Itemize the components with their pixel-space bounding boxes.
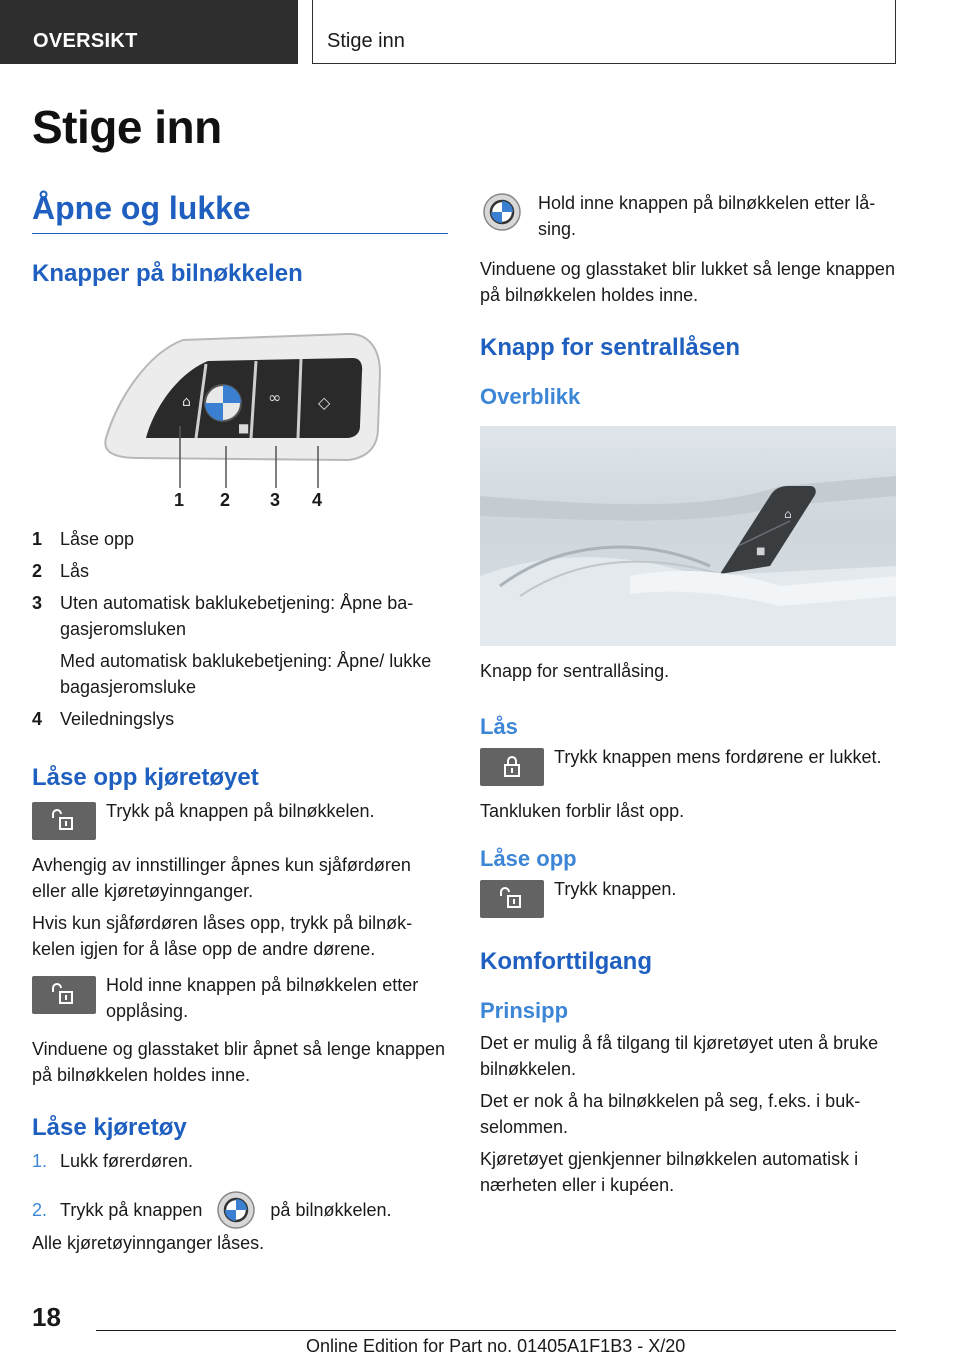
svg-text:∞: ∞ [268, 388, 282, 407]
legend-item [32, 526, 448, 552]
step-number: 2. [32, 1200, 48, 1220]
bmw-logo-icon [482, 192, 522, 232]
section-heading-open-close: Åpne og lukke [32, 190, 448, 234]
key-fob-figure [98, 328, 398, 518]
lock-steps [32, 1148, 448, 1230]
bmw-logo-icon [216, 1190, 256, 1230]
figure-label-1: 1 [174, 490, 185, 510]
unlock-icon [32, 976, 96, 1014]
legend-number: 1 [32, 529, 43, 549]
heading-central-lock-button: Knapp for sentrallåsen [480, 334, 741, 361]
legend-number: 3 [32, 593, 43, 613]
figure-label-4: 4 [312, 490, 323, 510]
legend-text: Lås [60, 561, 90, 581]
heading-principle: Prinsipp [480, 998, 569, 1023]
step-text: Trykk på knappen [60, 1200, 203, 1220]
footer-divider [96, 1330, 896, 1331]
header-chapter-tab [312, 0, 896, 64]
principle-paragraph-2: Det er nok å ha bilnøkkelen på seg, f.eks. i bukselommen. [480, 1091, 861, 1137]
unlock-press-row [32, 798, 448, 840]
header-chapter-label: Stige inn [327, 30, 405, 52]
heading-lock: Lås [480, 714, 518, 739]
lock-paragraph: Tankluken forblir låst opp. [480, 801, 685, 821]
unlock-press-text: Trykk på knappen på bilnøkkelen. [106, 801, 375, 821]
principle-paragraph-3: Kjøretøyet gjenkjenner bilnøkkelen automatisk i nærheten eller i kupéen. [480, 1149, 859, 1195]
svg-text:■: ■ [238, 421, 250, 435]
lock-text: Trykk knappen mens fordørene er lukket. [554, 747, 882, 767]
svg-text:■: ■ [756, 546, 766, 557]
heading-overview: Overblikk [480, 384, 581, 409]
lock-hold-paragraph: Vinduene og glasstaket blir lukket så lenge knappen på bilnøkkelen holdes inne. [480, 259, 895, 305]
heading-key-buttons: Knapper på bilnøkkelen [32, 260, 303, 287]
unlock-paragraph-2: Hvis kun sjåførdøren låses opp, trykk på bilnøkkelen igjen for å låse opp de andre dørene. [32, 913, 413, 959]
unlock-icon [480, 880, 544, 918]
figure-label-2: 2 [220, 490, 231, 510]
unlock-hold-text: Hold inne knappen på bilnøkkelen etter opplåsing. [106, 975, 419, 1021]
figure-label-3: 3 [270, 490, 281, 510]
left-column [32, 190, 448, 1256]
step-number: 1. [32, 1151, 48, 1171]
footer-edition: Online Edition for Part no. 01405A1F1B3 - X/20 [306, 1336, 686, 1356]
header-section-tab [0, 0, 298, 64]
svg-text:⌂: ⌂ [784, 507, 792, 521]
legend-item [32, 558, 448, 584]
unlock-icon [32, 802, 96, 840]
heading-unlock-vehicle: Låse opp kjøretøyet [32, 764, 259, 791]
legend-number: 2 [32, 561, 43, 581]
step-text: Lukk førerdøren. [60, 1151, 194, 1171]
header-section-label: OVERSIKT [33, 30, 138, 52]
heading-lock-vehicle: Låse kjøretøy [32, 1114, 187, 1141]
legend-number: 4 [32, 709, 43, 729]
unlock-text: Trykk knappen. [554, 879, 677, 899]
right-column [480, 190, 896, 1198]
heading-unlock: Låse opp [480, 846, 577, 871]
page-title: Stige inn [32, 101, 222, 153]
lock-step [32, 1148, 448, 1174]
legend-text: Veiledningslys [60, 709, 175, 729]
legend-text: Låse opp [60, 529, 135, 549]
photo-caption: Knapp for sentrallåsing. [480, 661, 670, 681]
unlock-button-row [480, 876, 896, 918]
svg-text:◇: ◇ [318, 393, 331, 412]
step-text-end: på bilnøkkelen. [270, 1200, 392, 1220]
lock-hold-row [480, 190, 896, 242]
door-panel-photo [480, 426, 896, 646]
lock-hold-text: Hold inne knappen på bilnøkkelen etter låsing. [538, 193, 876, 239]
lock-button-row [480, 744, 896, 786]
lock-step [32, 1190, 448, 1230]
key-button-legend [32, 526, 448, 732]
svg-text:⌂: ⌂ [182, 394, 191, 410]
heading-comfort-access: Komforttilgang [480, 948, 652, 975]
lock-result: Alle kjøretøyinnganger låses. [32, 1233, 265, 1253]
lock-icon [480, 748, 544, 786]
unlock-paragraph-1: Avhengig av innstillinger åpnes kun sjåførdøren eller alle kjøretøyinnganger. [32, 855, 411, 901]
page-number: 18 [32, 1302, 61, 1332]
legend-text-extra: Med automatisk baklukebetjening: Åpne/ lukke bagasjeromsluke [60, 651, 432, 697]
principle-paragraph-1: Det er mulig å få tilgang til kjøretøyet uten å bruke bilnøkkelen. [480, 1033, 879, 1079]
unlock-paragraph-3: Vinduene og glasstaket blir åpnet så lenge knappen på bilnøkkelen holdes inne. [32, 1039, 445, 1085]
key-fob-illustration [98, 328, 398, 518]
door-panel-illustration [480, 426, 896, 646]
legend-text: Uten automatisk baklukebetjening: Åpne bagasjeromsluken [60, 593, 414, 639]
legend-item [32, 590, 448, 700]
unlock-hold-row [32, 972, 448, 1024]
legend-item [32, 706, 448, 732]
